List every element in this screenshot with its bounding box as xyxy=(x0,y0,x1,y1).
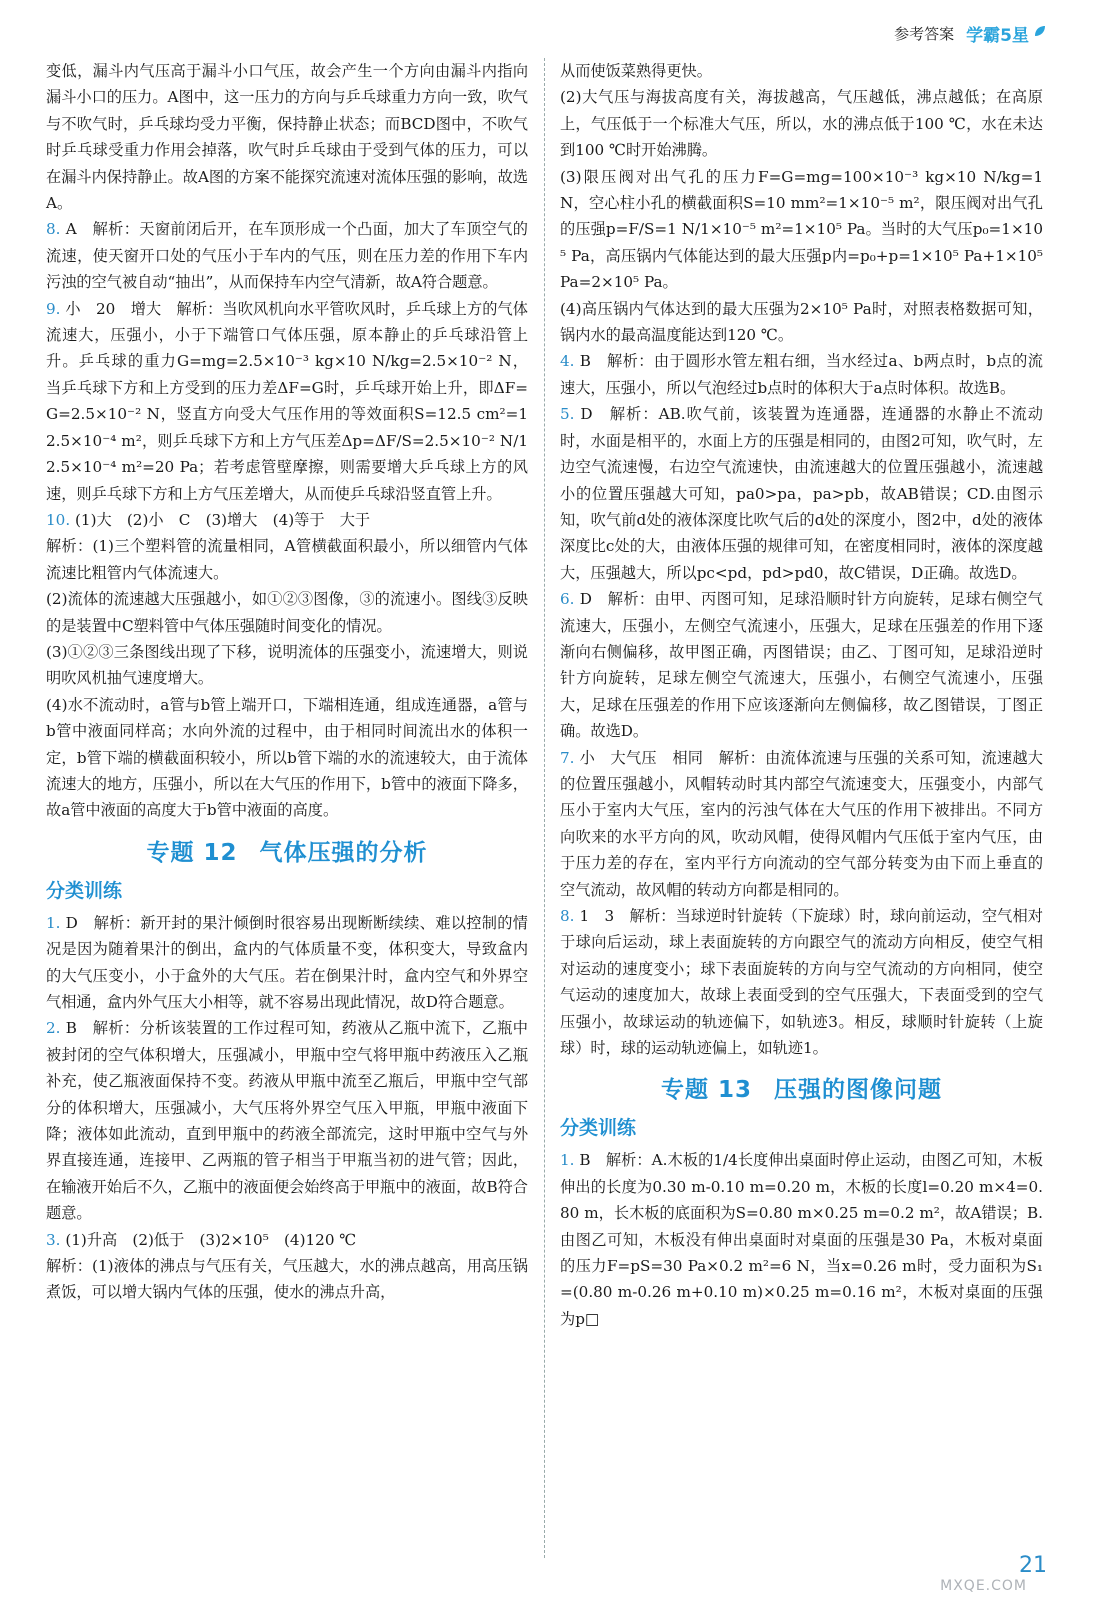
section-subheading: 分类训练 xyxy=(560,1117,637,1140)
item-text: (3)限压阀对出气孔的压力F=G=mg=100×10⁻³ kg×10 N/kg=1 N，空心柱小孔的横截面积S=10 mm²=1×10⁻⁵ m²，限压阀对出气孔的压强p=F/S=1 N/1×10⁻⁵ m²=1×10⁵ Pa。当时的大气压p₀=1×10⁵ Pa，高压锅内气体能达到的最大压强p内=p₀+p=1×10⁵ Pa+1×10⁵ Pa=2×10⁵ Pa。 xyxy=(560,167,1043,292)
item-text: B 解析：分析该装置的工作过程可知，药液从乙瓶中流下，乙瓶中被封闭的空气体积增大，压强减小，甲瓶中空气将甲瓶中药液压入乙瓶补充，使乙瓶液面保持不变。药液从甲瓶中流至乙瓶后，甲瓶中空气部分的体积增大，压强减小，大气压将外界空气压入甲瓶，甲瓶中液面下降；液体如此流动，直到甲瓶中的药液全部流完，这时甲瓶中空气与外界直接连通，连接甲、乙两瓶的管子相当于甲瓶当初的进气管；因此，在输液开始后不久，乙瓶中的液面便会始终高于甲瓶中的液面，故B符合题意。 xyxy=(46,1019,528,1223)
item-text: 小 20 增大 解析：当吹风机向水平管吹风时，乒乓球上方的气体流速大，压强小，小于下端管口气体压强，原本静止的乒乓球沿管上升。乒乓球的重力G=mg=2.5×10⁻³ kg×10 N/kg=2.5×10⁻² N，当乒乓球下方和上方受到的压力差ΔF=G时，乒乓球开始上升，即ΔF=G=2.5×10⁻² N，竖直方向受大气压作用的等效面积S=12.5 cm²=12.5×10⁻⁴ m²，则乒乓球下方和上方气压差Δp=ΔF/S=2.5×10⁻² N/12.5×10⁻⁴ m²=20 Pa；若考虑管壁摩擦，则需要增大乒乓球上方的风速，则乒乓球下方和上方气压差增大，从而使乒乓球沿竖直管上升。 xyxy=(46,299,528,503)
header-ref-label: 参考答案 xyxy=(894,24,955,43)
answer-paragraph xyxy=(560,296,1043,349)
item-number: 9. xyxy=(46,299,61,318)
topic-title: 压强的图像问题 xyxy=(774,1077,942,1104)
answer-item xyxy=(46,507,528,533)
answer-item xyxy=(560,401,1043,586)
item-text: 小 大气压 相同 解析：由流体流速与压强的关系可知，流速越大的位置压强越小，风帽转动时其内部空气流速变大，压强变小，内部气压小于室内大气压，室内的污浊气体在大气压的作用下被排出。不同方向吹来的水平方向的风，吹动风帽，使得风帽内气压低于室内气压，由于压力差的存在，室内平行方向流动的空气部分转变为由下而上垂直的空气流动，故风帽的转动方向都是相同的。 xyxy=(560,748,1043,899)
item-text: 解析：(1)三个塑料管的流量相同，A管横截面积最小，所以细管内气体流速比粗管内气体流速大。 xyxy=(46,537,528,582)
answer-paragraph xyxy=(46,692,528,824)
answer-paragraph xyxy=(46,586,528,639)
watermark: MXQE.COM xyxy=(940,1578,1027,1594)
answer-item xyxy=(46,910,528,1016)
item-number: 5. xyxy=(560,405,575,424)
item-number: 6. xyxy=(560,590,575,609)
item-text: A 解析：天窗前闭后开，在车顶形成一个凸面，加大了车顶空气的流速，使天窗开口处的气压小于车内的气压，则在压力差的作用下车内污浊的空气被自动“抽出”，从而保持车内空气清新，故A符合题意。 xyxy=(46,220,528,292)
answer-paragraph xyxy=(560,84,1043,163)
item-number: 8. xyxy=(46,220,61,239)
leaf-icon xyxy=(1033,28,1047,38)
answer-item xyxy=(560,1147,1043,1332)
topic-heading xyxy=(560,1073,1043,1107)
item-text: 从而使饭菜熟得更快。 xyxy=(560,62,712,80)
item-number: 2. xyxy=(46,1019,61,1038)
item-number: 1. xyxy=(46,913,61,932)
answer-paragraph xyxy=(560,164,1043,296)
topic-number: 专题 12 xyxy=(146,839,238,866)
item-text: (4)高压锅内气体达到的最大压强为2×10⁵ Pa时，对照表格数据可知，锅内水的最高温度能达到120 ℃。 xyxy=(560,299,1043,345)
page-number: 21 xyxy=(1019,1553,1047,1578)
topic-title: 气体压强的分析 xyxy=(259,839,428,866)
answer-item xyxy=(46,1015,528,1226)
answer-item xyxy=(560,903,1043,1061)
item-text: D 解析：由甲、丙图可知，足球沿顺时针方向旋转，足球右侧空气流速大，压强小，左侧空气流速小，压强大，足球在压强差的作用下逐渐向右侧偏移，故甲图正确，丙图错误；由乙、丁图可知，足球沿逆时针方向旋转，足球左侧空气流速大，压强小，右侧空气流速小，压强大，足球在压强差的作用下应该逐渐向左侧偏移，故乙图错误，丁图正确。故选D。 xyxy=(560,590,1043,741)
left-column xyxy=(46,58,528,1306)
header-brand: 学霸5星 xyxy=(966,25,1029,46)
answer-paragraph xyxy=(46,1253,528,1306)
item-number: 3. xyxy=(46,1230,61,1249)
answer-item xyxy=(560,348,1043,401)
item-text: (3)①②③三条图线出现了下移，说明流体的压强变小，流速增大，则说明吹风机抽气速度增大。 xyxy=(46,642,528,688)
answer-item xyxy=(46,1227,528,1253)
item-number: 8. xyxy=(560,907,575,925)
item-text: B 解析：由于圆形水管左粗右细，当水经过a、b两点时，b点的流速大，压强小，所以气泡经过b点时的体积大于a点时体积。故选B。 xyxy=(560,352,1043,397)
item-number: 10. xyxy=(46,510,71,529)
answer-item xyxy=(560,745,1043,903)
item-text: 变低，漏斗内气压高于漏斗小口气压，故会产生一个方向由漏斗内指向漏斗小口的压力。A图中，这一压力的方向与乒乓球重力方向一致，吹气与不吹气时，乒乓球均受力平衡，保持静止状态；而BCD图中，不吹气时乒乓球受重力作用会掉落，吹气时乒乓球由于受到气体的压力，可以在漏斗内保持静止。故A图的方案不能探究流速对流体压强的影响，故选A。 xyxy=(46,62,528,213)
item-text: (1)升高 (2)低于 (3)2×10⁵ (4)120 ℃ xyxy=(60,1230,357,1249)
item-text: D 解析：AB.吹气前，该装置为连通器，连通器的水静止不流动时，水面是相平的，水面上方的压强是相同的，由图2可知，吹气时，左边空气流速慢，右边空气流速快，由流速越大的位置压强越小，流速越小的位置压强越大可知，pa0>pa，pa>pb，故AB错误；CD.由图示知，吹气前d处的液体深度比吹气后的d处的深度小，图2中，d处的液体深度比c处的大，由液体压强的规律可知，在密度相同时，液体的深度越大，压强越大，所以pc<pd，pd>pd0，故C错误，D正确。故选D。 xyxy=(560,405,1043,582)
answer-paragraph xyxy=(46,58,528,216)
item-text: 解析：(1)液体的沸点与气压有关，气压越大，水的沸点越高，用高压锅煮饭，可以增大锅内气体的压强，使水的沸点升高， xyxy=(46,1257,528,1302)
answer-item xyxy=(46,216,528,295)
column-divider xyxy=(544,58,545,1558)
item-text: B 解析：A.木板的1/4长度伸出桌面时停止运动，由图乙可知，木板伸出的长度为0.30 m-0.10 m=0.20 m，木板的长度l=0.20 m×4=0.80 m，长木板的底面积为S=0.80 m×0.25 m=0.2 m²，故A错误；B.由图乙可知，木板没有伸出桌面时对桌面的压强是30 Pa，木板对桌面的压力F=pS=30 Pa×0.2 m²=6 N，当x=0.26 m时，受力面积为S₁=(0.80 m-0.26 m+0.10 m)×0.25 m=0.16 m²，木板对桌面的压强为p□ xyxy=(560,1151,1043,1328)
item-text: D 解析：新开封的果汁倾倒时很容易出现断断续续、难以控制的情况是因为随着果汁的倒出，盒内的气体质量不变，体积变大，导致盒内的大气压变小，小于盒外的大气压。若在倒果汁时，盒内空气和外界空气相通，盒内外气压大小相等，就不容易出现此情况，故D符合题意。 xyxy=(46,913,528,1011)
item-text: (4)水不流动时，a管与b管上端开口，下端相连通，组成连通器，a管与b管中液面同样高；水向外流的过程中，由于相同时间流出水的体积一定，b管下端的横截面积较小，所以b管下端的水的流速较大，由于流体流速大的地方，压强小，所以在大气压的作用下，b管中的液面下降多，故a管中液面的高度大于b管中液面的高度。 xyxy=(46,695,528,820)
item-number: 7. xyxy=(560,748,575,767)
section-subheading: 分类训练 xyxy=(46,879,123,902)
item-text: (2)流体的流速越大压强越小，如①②③图像，③的流速小。图线③反映的是装置中C塑料管中气体压强随时间变化的情况。 xyxy=(46,590,528,635)
item-number: 4. xyxy=(560,352,575,371)
answer-item xyxy=(46,296,528,507)
topic-heading xyxy=(46,836,528,870)
item-text: 1 3 解析：当球逆时针旋转（下旋球）时，球向前运动，空气相对于球向后运动，球上表面旋转的方向跟空气的流动方向相反，使空气相对运动的速度变小；球下表面旋转的方向与空气流动的方向相同，使空气运动的速度加大，故球上表面受到的空气压强大，下表面受到的空气压强小，故球运动的轨迹偏下，如轨迹3。相反，球顺时针旋转（上旋球）时，球的运动轨迹偏上，如轨迹1。 xyxy=(560,907,1043,1058)
answer-paragraph xyxy=(46,639,528,692)
right-column xyxy=(560,58,1043,1332)
item-text: (1)大 (2)小 C (3)增大 (4)等于 大于 xyxy=(70,510,371,529)
answer-paragraph xyxy=(46,533,528,586)
page-header xyxy=(894,20,1047,46)
item-number: 1. xyxy=(560,1151,575,1170)
topic-number: 专题 13 xyxy=(660,1077,752,1104)
answer-paragraph xyxy=(560,58,1043,84)
item-text: (2)大气压与海拔高度有关，海拔越高，气压越低，沸点越低；在高原上，气压低于一个标准大气压，所以，水的沸点低于100 ℃，水在未达到100 ℃时开始沸腾。 xyxy=(560,88,1043,160)
answer-item xyxy=(560,586,1043,744)
